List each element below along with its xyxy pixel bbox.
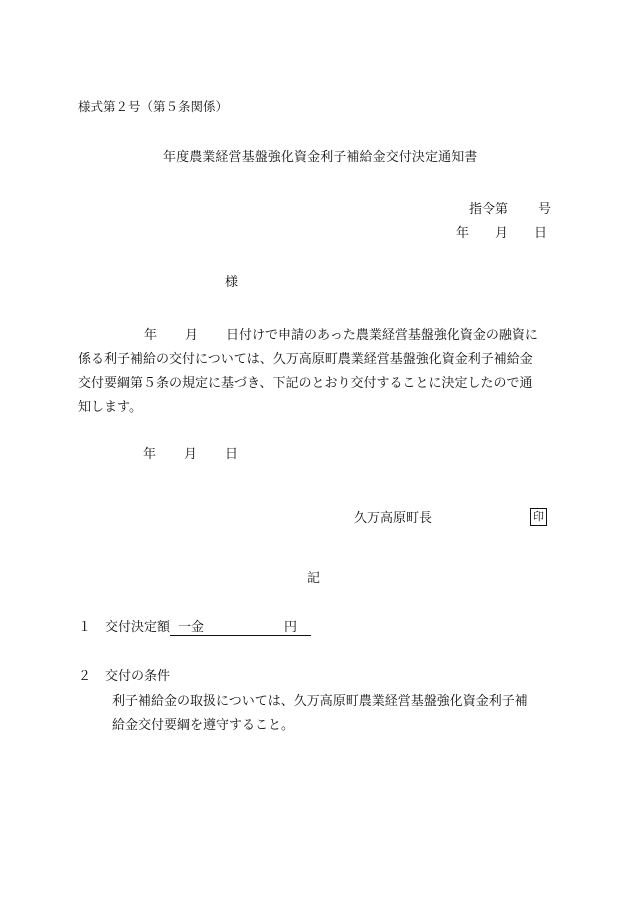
seal-mark: 印 <box>530 508 547 526</box>
item-2-label: 交付の条件 <box>105 669 171 684</box>
form-number: 様式第２号（第５条関係） <box>78 99 229 114</box>
body-date-month: 月 <box>185 328 199 343</box>
reference-date <box>456 227 547 240</box>
document-title: 年度農業経営基盤強化資金利子補給金交付決定通知書 <box>163 150 478 165</box>
reference-date-day: 日 <box>534 226 548 241</box>
item-1-label: 交付決定額 <box>105 620 171 635</box>
item-2-number: ２ <box>78 669 92 684</box>
reference-date-year: 年 <box>456 226 470 241</box>
body-line-4: 知します。 <box>78 400 142 415</box>
notes-heading: 記 <box>307 571 321 586</box>
body-line-1-text: 日付けで申請のあった農業経営基盤強化資金の融資に <box>226 328 538 343</box>
grant-amount-unit: 円 <box>284 620 298 635</box>
reference-number <box>469 203 551 216</box>
reference-date-month: 月 <box>495 226 509 241</box>
item-1-number: １ <box>78 620 92 635</box>
addressee-honorific: 様 <box>225 275 239 290</box>
signatory-title: 久万高原町長 <box>354 511 433 526</box>
issue-date-day: 日 <box>225 447 239 462</box>
body-line-3: 交付要綱第５条の規定に基づき、下記のとおり交付することに決定したので通 <box>78 376 533 391</box>
issue-date-month: 月 <box>184 447 198 462</box>
issue-date-year: 年 <box>143 447 157 462</box>
body-paragraph <box>78 324 552 420</box>
grant-amount-prefix: 一金 <box>178 620 205 635</box>
body-date-year: 年 <box>144 328 158 343</box>
item-2-body <box>112 690 552 738</box>
body-line-1 <box>78 324 552 348</box>
item-2-heading <box>78 670 170 683</box>
issue-date <box>143 448 238 461</box>
grant-amount-field <box>170 621 311 636</box>
item-1 <box>78 621 311 636</box>
reference-number-suffix: 号 <box>538 202 552 217</box>
item-2-line-2: 給金交付要綱を遵守すること。 <box>112 718 295 733</box>
item-2-line-1: 利子補給金の取扱については、久万高原町農業経営基盤強化資金利子補 <box>112 694 528 709</box>
reference-number-prefix: 指令第 <box>469 202 509 217</box>
body-line-2: 係る利子補給の交付については、久万高原町農業経営基盤強化資金利子補給金 <box>78 352 533 367</box>
